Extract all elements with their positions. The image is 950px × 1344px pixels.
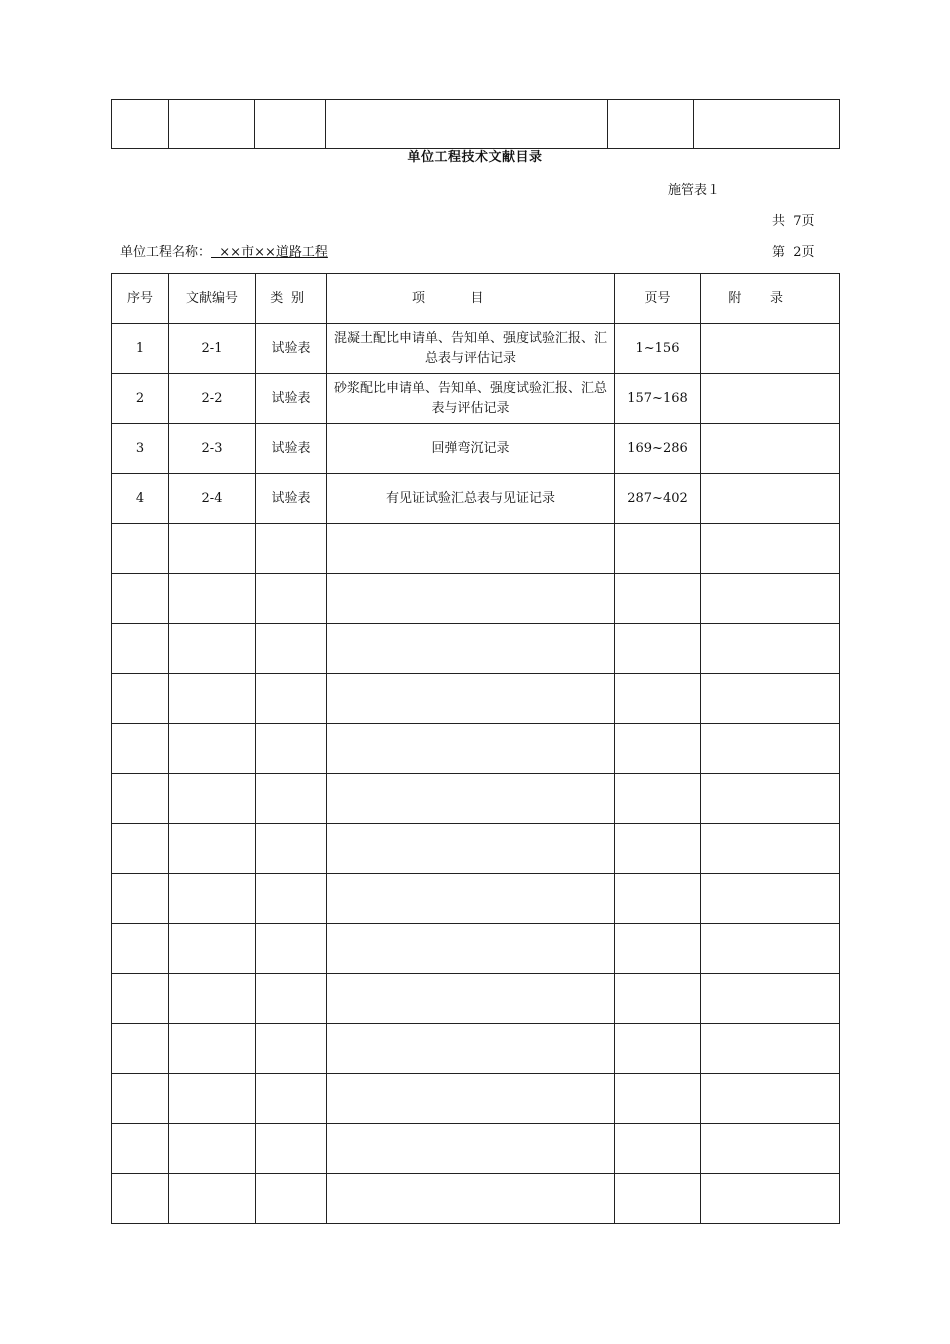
- header-doc-no: 文献编号: [169, 274, 256, 324]
- cell-doc-no: 2-1: [169, 324, 256, 374]
- cell-item: [327, 1024, 615, 1074]
- cell-pages: 169~286: [615, 424, 701, 474]
- cell-appendix: [701, 874, 840, 924]
- cell-category: [256, 974, 327, 1024]
- cell-item: [327, 524, 615, 574]
- cell-pages: [615, 624, 701, 674]
- cell-item: [327, 974, 615, 1024]
- cell-seq: [112, 924, 169, 974]
- cell-item: 砂浆配比申请单、告知单、强度试验汇报、汇总表与评估记录: [327, 374, 615, 424]
- cell-item: [327, 774, 615, 824]
- cell-pages: [615, 724, 701, 774]
- cell-pages: [615, 774, 701, 824]
- cell-seq: 2: [112, 374, 169, 424]
- cell-pages: [615, 674, 701, 724]
- cell-item: [327, 1074, 615, 1124]
- cell-seq: [112, 724, 169, 774]
- cell-item: 回弹弯沉记录: [327, 424, 615, 474]
- empty-table-row: [112, 674, 840, 724]
- cell-pages: [615, 824, 701, 874]
- cell-doc-no: [169, 574, 256, 624]
- cell-category: [256, 674, 327, 724]
- cell-doc-no: [169, 774, 256, 824]
- empty-table-row: [112, 1174, 840, 1224]
- empty-table-row: [112, 1074, 840, 1124]
- document-title: 单位工程技术文献目录: [407, 150, 543, 165]
- form-code: 施管表１: [668, 183, 721, 198]
- cell-category: [256, 874, 327, 924]
- cell-doc-no: 2-2: [169, 374, 256, 424]
- page-number: 第 2页: [772, 245, 815, 260]
- cell-appendix: [701, 1174, 840, 1224]
- cell-item: 有见证试验汇总表与见证记录: [327, 474, 615, 524]
- cell-item: [327, 674, 615, 724]
- cell-category: [256, 724, 327, 774]
- cell-doc-no: [169, 874, 256, 924]
- cell-item: 混凝土配比申请单、告知单、强度试验汇报、汇总表与评估记录: [327, 324, 615, 374]
- table-row: [112, 474, 840, 524]
- cell-category: [256, 774, 327, 824]
- cell-appendix: [701, 974, 840, 1024]
- cell-seq: [112, 674, 169, 724]
- cell-doc-no: [169, 924, 256, 974]
- cell-appendix: [701, 374, 840, 424]
- header-pages: 页号: [615, 274, 701, 324]
- cell-item: [327, 1124, 615, 1174]
- header-appendix: 附录: [701, 274, 840, 324]
- cell-appendix: [701, 574, 840, 624]
- cell-appendix: [701, 774, 840, 824]
- cell-category: 试验表: [256, 474, 327, 524]
- cell-category: [256, 824, 327, 874]
- cell-appendix: [701, 1124, 840, 1174]
- cell-appendix: [701, 824, 840, 874]
- cell-pages: [615, 924, 701, 974]
- empty-table-row: [112, 974, 840, 1024]
- previous-page-table-fragment: [111, 99, 840, 149]
- cell-appendix: [701, 524, 840, 574]
- cell-category: [256, 1074, 327, 1124]
- cell-category: [256, 1024, 327, 1074]
- cell-appendix: [701, 924, 840, 974]
- cell-doc-no: [169, 1074, 256, 1124]
- cell-seq: [112, 874, 169, 924]
- empty-table-row: [112, 1124, 840, 1174]
- empty-table-row: [112, 724, 840, 774]
- header-seq: 序号: [112, 274, 169, 324]
- cell-seq: [112, 524, 169, 574]
- cell-appendix: [701, 424, 840, 474]
- empty-table-row: [112, 774, 840, 824]
- cell-doc-no: [169, 824, 256, 874]
- cell-item: [327, 824, 615, 874]
- cell-seq: [112, 1074, 169, 1124]
- cell-pages: 1~156: [615, 324, 701, 374]
- table-row: [112, 424, 840, 474]
- cell-item: [327, 724, 615, 774]
- cell-seq: [112, 974, 169, 1024]
- cell-pages: [615, 1024, 701, 1074]
- table-row: [112, 324, 840, 374]
- cell-item: [327, 874, 615, 924]
- cell-category: [256, 624, 327, 674]
- cell-pages: [615, 1174, 701, 1224]
- cell-item: [327, 924, 615, 974]
- cell-seq: [112, 1124, 169, 1174]
- cell-item: [327, 574, 615, 624]
- cell-doc-no: [169, 524, 256, 574]
- empty-table-row: [112, 1024, 840, 1074]
- cell-doc-no: [169, 674, 256, 724]
- cell-doc-no: [169, 624, 256, 674]
- table-header-row: [112, 274, 840, 324]
- cell-category: [256, 574, 327, 624]
- cell-appendix: [701, 1074, 840, 1124]
- empty-table-row: [112, 874, 840, 924]
- table-row: [112, 374, 840, 424]
- cell-seq: 4: [112, 474, 169, 524]
- cell-category: [256, 524, 327, 574]
- cell-appendix: [701, 724, 840, 774]
- fragment-cell: [694, 100, 840, 149]
- cell-seq: [112, 774, 169, 824]
- header-item: 项目: [327, 274, 615, 324]
- cell-category: 试验表: [256, 324, 327, 374]
- empty-table-row: [112, 524, 840, 574]
- cell-category: 试验表: [256, 424, 327, 474]
- cell-seq: 3: [112, 424, 169, 474]
- header-category: 类别: [256, 274, 327, 324]
- cell-pages: [615, 1074, 701, 1124]
- cell-appendix: [701, 1024, 840, 1074]
- cell-seq: [112, 1024, 169, 1074]
- project-name-value: ××市××道路工程: [211, 245, 328, 260]
- cell-category: [256, 1124, 327, 1174]
- project-name-label: 单位工程名称：: [120, 245, 212, 260]
- document-index-table: [111, 273, 840, 1224]
- project-name-line: [120, 241, 328, 260]
- fragment-cell: [255, 100, 326, 149]
- cell-doc-no: [169, 1124, 256, 1174]
- cell-seq: [112, 824, 169, 874]
- cell-seq: [112, 624, 169, 674]
- fragment-cell: [169, 100, 255, 149]
- cell-appendix: [701, 324, 840, 374]
- cell-item: [327, 1174, 615, 1224]
- cell-pages: [615, 974, 701, 1024]
- cell-category: [256, 1174, 327, 1224]
- cell-doc-no: 2-3: [169, 424, 256, 474]
- cell-item: [327, 624, 615, 674]
- cell-seq: [112, 1174, 169, 1224]
- cell-doc-no: 2-4: [169, 474, 256, 524]
- cell-appendix: [701, 624, 840, 674]
- cell-pages: 157~168: [615, 374, 701, 424]
- cell-doc-no: [169, 1024, 256, 1074]
- empty-table-row: [112, 824, 840, 874]
- cell-seq: [112, 574, 169, 624]
- fragment-cell: [112, 100, 169, 149]
- cell-pages: 287~402: [615, 474, 701, 524]
- cell-pages: [615, 1124, 701, 1174]
- cell-doc-no: [169, 724, 256, 774]
- cell-category: [256, 924, 327, 974]
- cell-doc-no: [169, 1174, 256, 1224]
- cell-pages: [615, 524, 701, 574]
- cell-pages: [615, 874, 701, 924]
- cell-doc-no: [169, 974, 256, 1024]
- empty-table-row: [112, 924, 840, 974]
- empty-table-row: [112, 624, 840, 674]
- total-pages: 共 7页: [772, 214, 815, 229]
- fragment-cell: [608, 100, 694, 149]
- cell-appendix: [701, 674, 840, 724]
- cell-appendix: [701, 474, 840, 524]
- fragment-cell: [326, 100, 608, 149]
- cell-pages: [615, 574, 701, 624]
- cell-category: 试验表: [256, 374, 327, 424]
- cell-seq: 1: [112, 324, 169, 374]
- empty-table-row: [112, 574, 840, 624]
